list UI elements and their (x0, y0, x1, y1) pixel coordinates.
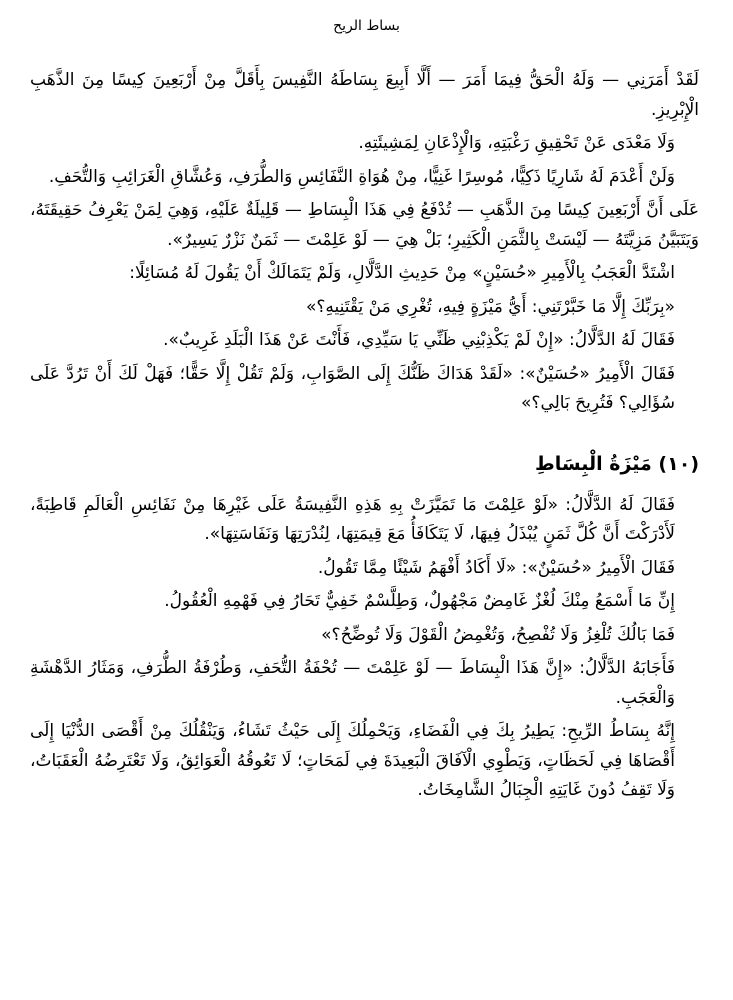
paragraph: فَقَالَ لَهُ الدَّلَّالُ: «لَوْ عَلِمْتَ مَا تَمَيَّزَتْ بِهِ هَذِهِ النَّفِيسَةُ عَلَى غَيْرِهَا مِنْ نَفَائِسِ الْعَالَمِ قَاطِبَةً، لَأَدْرَكْتَ أَنَّ كُلَّ ثَمَنٍ يُبْذَلُ فِيهَا، لَا يَتَكَافَأُ مَعَ قِيمَتِهَا، لِنُدْرَتِهَا وَنَفَاسَتِهَا». (30, 494, 675, 544)
paragraph: وَلَنْ أَعْدَمَ لَهُ شَارِيًا ذَكِيًّا، مُوسِرًا غَنِيًّا، مِنْ هُوَاةِ النَّفَائِسِ وَالطُّرَفِ، وَعُشَّاقِ الْغَرَائِبِ وَالتُّحَفِ. (48, 166, 675, 187)
paragraph: لَقَدْ أَمَرَنِي — وَلَهُ الْحَقُّ فِيمَا أَمَرَ — أَلَّا أَبِيعَ بِسَاطَهُ النَّفِيسَ بِأَقَلَّ مِنْ أَرْبَعِينَ كِيسًا مِنَ الذَّهَبِ الْإِبْرِيزِ. (30, 70, 699, 120)
body-text (30, 66, 699, 810)
paragraph: إِنِّ مَا أَسْمَعُ مِنْكَ لُغْزٌ غَامِضٌ مَجْهُولٌ، وَطِلَّسْمٌ خَفِيٌّ تَحَارُ فِي فَهْمِهِ الْعُقُولُ. (164, 591, 675, 611)
paragraph: إِنَّهُ بِسَاطُ الرِّيحِ: يَطِيرُ بِكَ فِي الْفَضَاءِ، وَيَحْمِلُكَ إِلَى حَيْثُ تَشَاءُ، وَيَنْقُلُكَ مِنْ أَقْصَى الدُّنْيَا إِلَى أَقْصَاهَا فِي لَحَظَاتٍ، وَيَطْوِي الْآفَاقَ الْبَعِيدَةَ فِي لَمَحَاتٍ؛ لَا تَعُوقُهُ الْعَوَائِقُ، وَلَا تَعْتَرِضُهُ الْعَقَبَاتُ، وَلَا تَقِفُ دُونَ غَايَتِهِ الْجِبَالُ الشَّامِخَاتُ. (30, 721, 675, 800)
chapter-heading: (١٠) مَيْزَةُ الْبِسَاطِ (535, 452, 699, 475)
paragraph: فَأَجَابَهُ الدَّلَّالُ: «إِنَّ هَذَا الْبِسَاطَ — لَوْ عَلِمْتَ — تُحْفَةُ التُّحَفِ، وَطُرْفَةُ الطُّرَفِ، وَمَثَارُ الدَّهْشَةِ وَالْعَجَبِ. (30, 658, 675, 708)
paragraph: فَقَالَ الْأَمِيرُ «حُسَيْنٌ»: «لَا أَكَادُ أَفْهَمُ شَيْئًا مِمَّا تَقُولُ. (317, 557, 675, 578)
paragraph: فَقَالَ الْأَمِيرُ «حُسَيْنٌ»: «لَقَدْ هَدَاكَ ظَنُّكَ إِلَى الصَّوَابِ، وَلَمْ تَقُلْ إِلَّا حَقًّا؛ فَهَلْ لَكَ أَنْ تَرُدَّ عَلَى سُؤَالِي؟ فَتُرِيحَ بَالِي؟» (30, 363, 675, 413)
paragraph: وَلَا مَعْدَى عَنْ تَحْقِيقِ رَغْبَتِهِ، وَالْإِذْعَانِ لِمَشِيئَتِهِ. (358, 133, 675, 153)
paragraph: فَمَا بَالُكَ تُلْغِزُ وَلَا تُفْصِحُ، وَتُغْمِضُ الْقَوْلَ وَلَا تُوضِّحُ؟» (321, 624, 675, 645)
running-header: بساط الريح (333, 18, 400, 34)
paragraph: اشْتَدَّ الْعَجَبُ بِالْأَمِيرِ «حُسَيْنٍ» مِنْ حَدِيثِ الدَّلَّالِ، وَلَمْ يَتَمَالَكْ أَنْ يَقُولَ لَهُ مُسَائِلًا: (129, 263, 675, 283)
paragraph: عَلَى أَنَّ أَرْبَعِينَ كِيسًا مِنَ الذَّهَبِ — تُدْفَعُ فِي هَذَا الْبِسَاطِ — قَلِيلَةٌ عَلَيْهِ، وَهِيَ لِمَنْ يَعْرِفُ حَقِيقَتَهُ، وَيَتَبَيَّنُ مَزِيَّتَهُ — لَيْسَتْ بِالثَّمَنِ الْكَثِيرِ؛ بَلْ هِيَ — لَوْ عَلِمْتَ — ثَمَنٌ نَزْرٌ يَسِيرٌ». (30, 200, 699, 250)
paragraph: فَقَالَ لَهُ الدَّلَّالُ: «إِنْ لَمْ يَكْذِبْنِي ظَنِّي يَا سَيِّدِي، فَأَنْتَ عَنْ هَذَا الْبَلَدِ غَرِيبٌ». (163, 330, 675, 350)
paragraph: «بِرَبِّكَ إِلَّا مَا خَبَّرْتَنِي: أَيُّ مَيْزَةٍ فِيهِ، تُغْرِي مَنْ يَقْتَنِيهِ؟» (305, 296, 675, 317)
